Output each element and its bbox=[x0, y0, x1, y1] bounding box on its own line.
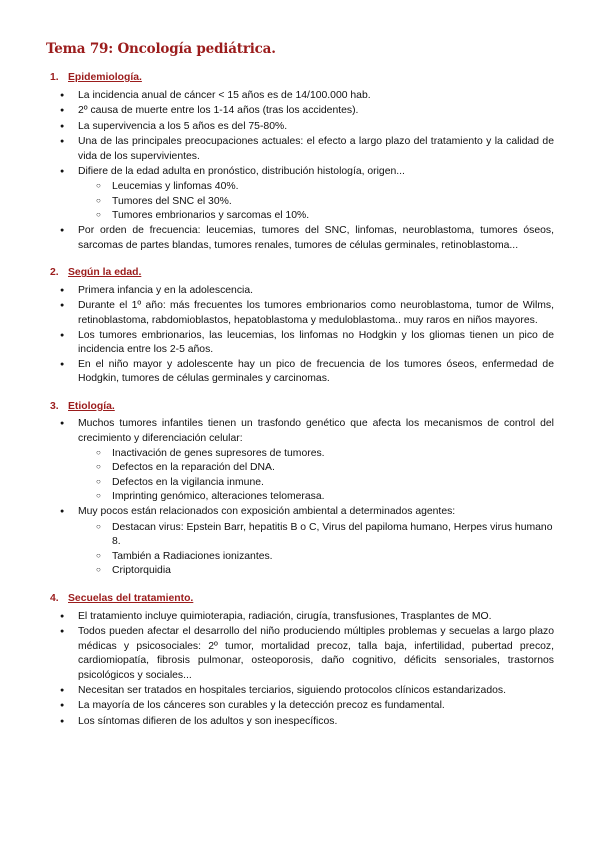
section-number: 1. bbox=[50, 72, 59, 83]
sub-list-item-text: Destacan virus: Epstein Barr, hepatitis B o C, Virus del papiloma humano, Herpes virus humano 8. bbox=[112, 521, 553, 548]
section-title: Secuelas del tratamiento. bbox=[68, 593, 194, 604]
circle-bullet-icon bbox=[96, 461, 112, 476]
list-item bbox=[60, 417, 554, 446]
section-heading bbox=[50, 266, 554, 281]
list-item-text: La mayoría de los cánceres son curables y la detección precoz es fundamental. bbox=[78, 700, 445, 712]
sub-list-item-text: Defectos en la vigilancia inmune. bbox=[112, 476, 264, 488]
list-item-text: Los tumores embrionarios, las leucemias, los linfomas no Hodgkin y los gliomas tienen un pico de incidencia entre los 2-5 años. bbox=[78, 329, 554, 356]
list-item bbox=[60, 329, 554, 358]
list-item bbox=[60, 684, 554, 700]
bullet-icon bbox=[60, 299, 78, 328]
list-item-text: La incidencia anual de cáncer < 15 años es de 14/100.000 hab. bbox=[78, 89, 371, 101]
sub-list-item bbox=[96, 209, 554, 224]
bullet-icon bbox=[60, 715, 78, 731]
sub-list-item-text: Tumores embrionarios y sarcomas el 10%. bbox=[112, 210, 310, 222]
bullet-icon bbox=[60, 104, 78, 120]
list-item bbox=[60, 135, 554, 164]
bullet-icon bbox=[60, 505, 78, 521]
list-item bbox=[60, 505, 554, 521]
sub-list-item-text: Leucemias y linfomas 40%. bbox=[112, 181, 239, 193]
bullet-icon bbox=[60, 329, 78, 358]
list-item bbox=[60, 299, 554, 328]
list-item bbox=[60, 104, 554, 120]
list-item bbox=[60, 89, 554, 105]
list-item bbox=[60, 699, 554, 715]
section bbox=[46, 592, 554, 730]
sub-list-item bbox=[96, 447, 554, 462]
list-item-text: Primera infancia y en la adolescencia. bbox=[78, 284, 254, 296]
list-item-text: Todos pueden afectar el desarrollo del niño produciendo múltiples problemas y secuelas a largo plazo médicas y psicosociales: 2º tumor, mortalidad precoz, talla baja, infertilidad, pubertad precoz, cardiomiopatía, fibrosis pulmonar, osteoporosis, daño cognitivo, déficits sensoriales, trastornos psicológicos y sociales... bbox=[78, 626, 554, 681]
section bbox=[46, 400, 554, 579]
list-item bbox=[60, 284, 554, 300]
bullet-icon bbox=[60, 610, 78, 626]
list-item bbox=[60, 120, 554, 136]
sub-list-item-text: Tumores del SNC el 30%. bbox=[112, 195, 232, 207]
sub-list-item-text: Criptorquidia bbox=[112, 565, 171, 577]
sub-list-item bbox=[96, 195, 554, 210]
circle-bullet-icon bbox=[96, 476, 112, 491]
sub-list-item-text: Imprinting genómico, alteraciones telomerasa. bbox=[112, 491, 325, 503]
bullet-icon bbox=[60, 699, 78, 715]
section-heading bbox=[50, 71, 554, 86]
sub-list-item bbox=[96, 180, 554, 195]
section bbox=[46, 266, 554, 387]
section-number: 3. bbox=[50, 400, 59, 412]
bullet-icon bbox=[60, 358, 78, 387]
circle-bullet-icon bbox=[96, 490, 112, 505]
circle-bullet-icon bbox=[96, 564, 112, 579]
sub-list-item bbox=[96, 564, 554, 579]
circle-bullet-icon bbox=[96, 550, 112, 565]
sub-list-item bbox=[96, 476, 554, 491]
page-title: Tema 79: Oncología pediátrica. bbox=[46, 41, 276, 57]
list-item-text: Una de las principales preocupaciones actuales: el efecto a largo plazo del tratamiento y la calidad de vida de los supervivientes. bbox=[78, 136, 554, 162]
list-item bbox=[60, 610, 554, 626]
list-item-text: La supervivencia a los 5 años es del 75-80%. bbox=[78, 120, 288, 132]
sections-container bbox=[46, 71, 554, 730]
bullet-icon bbox=[60, 284, 78, 300]
list-item-text: Los síntomas difieren de los adultos y son inespecíficos. bbox=[78, 715, 338, 727]
sub-list-item-text: Defectos en la reparación del DNA. bbox=[112, 462, 275, 474]
list-item bbox=[60, 625, 554, 683]
list-item-text: Muchos tumores infantiles tienen un trasfondo genético que afecta los mecanismos de control del crecimiento y diferenciación celular: bbox=[78, 418, 554, 445]
list-item-text: El tratamiento incluye quimioterapia, radiación, cirugía, transfusiones, Trasplantes de MO. bbox=[78, 610, 492, 622]
circle-bullet-icon bbox=[96, 195, 112, 210]
list-item bbox=[60, 358, 554, 387]
circle-bullet-icon bbox=[96, 209, 112, 224]
circle-bullet-icon bbox=[96, 447, 112, 462]
bullet-icon bbox=[60, 684, 78, 700]
sub-list-item-text: Inactivación de genes supresores de tumores. bbox=[112, 447, 325, 459]
bullet-icon bbox=[60, 625, 78, 683]
sub-list-item bbox=[96, 521, 554, 550]
section-title: Según la edad. bbox=[68, 267, 142, 279]
list-item-text: En el niño mayor y adolescente hay un pico de frecuencia de los tumores óseos, enfermedad de Hodgkin, tumores de células germinales y carcinomas. bbox=[78, 358, 554, 385]
section-heading bbox=[50, 592, 554, 607]
list-item-text: 2º causa de muerte entre los 1-14 años (tras los accidentes). bbox=[78, 105, 359, 117]
section-number: 4. bbox=[50, 593, 59, 604]
bullet-icon bbox=[60, 224, 78, 253]
circle-bullet-icon bbox=[96, 180, 112, 195]
bullet-icon bbox=[60, 89, 78, 105]
list-item bbox=[60, 165, 554, 181]
sub-list-item bbox=[96, 461, 554, 476]
list-item bbox=[60, 715, 554, 731]
sub-list-item-text: También a Radiaciones ionizantes. bbox=[112, 550, 273, 562]
bullet-icon bbox=[60, 120, 78, 136]
sub-list-item bbox=[96, 490, 554, 505]
list-item-text: Necesitan ser tratados en hospitales terciarios, siguiendo protocolos clínicos estandarizados. bbox=[78, 684, 506, 696]
list-item-text: Por orden de frecuencia: leucemias, tumores del SNC, linfomas, neuroblastoma, tumores óseos, sarcomas de partes blandas, tumores renales, tumores de células germinales, retinoblastoma... bbox=[78, 224, 554, 251]
sub-list-item bbox=[96, 550, 554, 565]
list-item bbox=[60, 224, 554, 253]
list-item-text: Durante el 1º año: más frecuentes los tumores embrionarios como neuroblastoma, tumor de Wilms, retinoblastoma, rabdomioblastos, hepatoblastoma y meduloblastoma.. muy raros en niños mayores. bbox=[78, 300, 554, 326]
bullet-icon bbox=[60, 165, 78, 181]
circle-bullet-icon bbox=[96, 521, 112, 550]
section-number: 2. bbox=[50, 267, 59, 279]
list-item-text: Difiere de la edad adulta en pronóstico, distribución histología, origen... bbox=[78, 165, 405, 177]
bullet-icon bbox=[60, 417, 78, 446]
list-item-text: Muy pocos están relacionados con exposición ambiental a determinados agentes: bbox=[78, 506, 456, 518]
section-heading bbox=[50, 400, 554, 415]
section bbox=[46, 71, 554, 253]
section-title: Etiología. bbox=[68, 400, 115, 412]
bullet-icon bbox=[60, 135, 78, 164]
section-title: Epidemiología. bbox=[68, 72, 142, 83]
